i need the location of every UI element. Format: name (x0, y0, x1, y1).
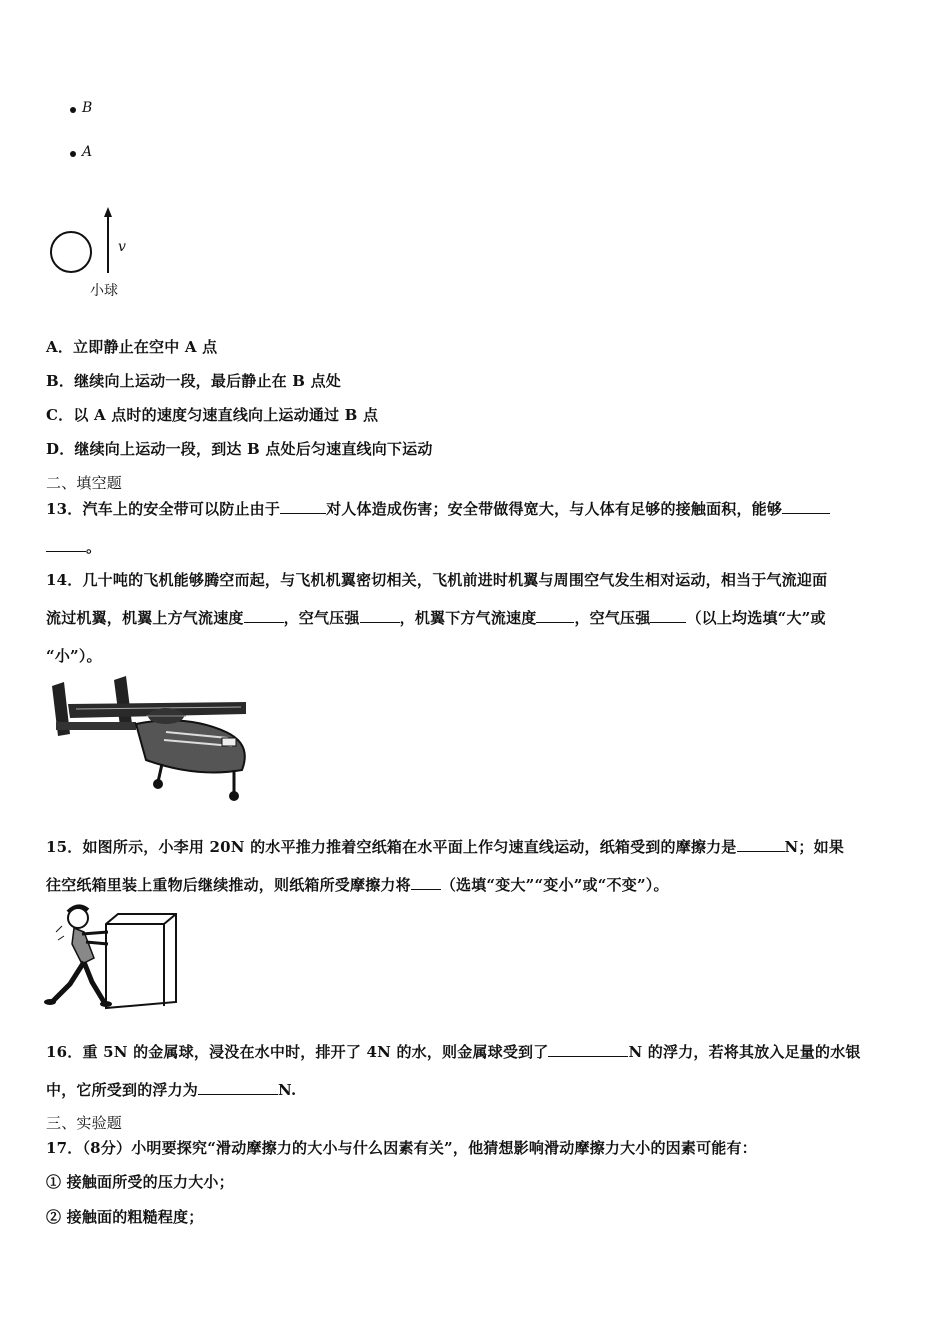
option-a: A．立即静止在空中 A 点 (46, 338, 218, 356)
q15-l1b: N；如果 (784, 838, 845, 856)
q15-l2b: （选填“变大”“变小”或“不变”）。 (440, 876, 669, 894)
question-17-item1: ① 接触面所受的压力大小； (46, 1173, 234, 1191)
question-15-line1 (46, 836, 844, 857)
velocity-label: v (118, 239, 126, 255)
q14-blank-3 (536, 621, 574, 623)
option-d: D．继续向上运动一段，到达 B 点处后匀速直线向下运动 (46, 440, 433, 458)
q14-blank-4 (650, 621, 686, 623)
option-c: C．以 A 点时的速度匀速直线向上运动通过 B 点 (46, 406, 379, 424)
section-experiment-title: 三、实验题 (46, 1114, 123, 1132)
q15-l2a: 往空纸箱里装上重物后继续推动，则纸箱所受摩擦力将 (46, 876, 411, 894)
question-16-line1 (46, 1041, 861, 1062)
question-17-item2: ② 接触面的粗糙程度； (46, 1208, 204, 1226)
q16-l2b: N. (278, 1081, 297, 1099)
question-16-line2 (46, 1079, 296, 1100)
question-14-line2 (46, 607, 826, 628)
ball-caption: 小球 (90, 283, 118, 299)
section-fill-in-title: 二、填空题 (46, 474, 123, 492)
q16-l1a: 16．重 5N 的金属球，浸没在水中时，排开了 4N 的水，则金属球受到了 (46, 1043, 549, 1061)
q13-part2: 对人体造成伤害；安全带做得宽大，与人体有足够的接触面积，能够 (326, 500, 783, 518)
q13-part1: 13．汽车上的安全带可以防止由于 (46, 500, 281, 518)
q15-blank-1 (737, 850, 785, 852)
q13-blank-2-cont (46, 550, 86, 552)
airplane-illustration (46, 674, 256, 806)
q14-l2d: ，空气压强 (574, 609, 651, 627)
point-b-dot (70, 107, 76, 113)
q13-blank-2 (782, 512, 830, 514)
q16-l1b: N 的浮力，若将其放入足量的水银 (628, 1043, 861, 1061)
q14-blank-1 (244, 621, 284, 623)
q14-l2b: ，空气压强 (283, 609, 360, 627)
q16-l2a: 中，它所受到的浮力为 (46, 1081, 199, 1099)
option-b: B．继续向上运动一段，最后静止在 B 点处 (46, 372, 342, 390)
velocity-arrow-head (104, 207, 112, 217)
point-a-dot (70, 151, 76, 157)
q15-blank-2 (411, 888, 441, 890)
point-b-label: B (82, 100, 93, 116)
question-14-line1: 14．几十吨的飞机能够腾空而起，与飞机机翼密切相关，飞机前进时机翼与周围空气发生相对运动，相当于气流迎面 (46, 571, 828, 589)
question-15-line2 (46, 874, 669, 895)
question-13-line1 (46, 498, 830, 519)
q13-blank-1 (280, 512, 326, 514)
q14-l2e: （以上均选填“大”或 (686, 609, 826, 627)
q14-l2a: 流过机翼，机翼上方气流速度 (46, 609, 244, 627)
q16-blank-1 (548, 1055, 628, 1057)
question-14-line3: “小”）。 (46, 647, 102, 665)
question-17-intro: 17．（8分）小明要探究“滑动摩擦力的大小与什么因素有关”，他猜想影响滑动摩擦力大小的因素可能有： (46, 1139, 757, 1157)
question-13-line2 (46, 536, 101, 557)
q13-end: 。 (86, 538, 102, 556)
q16-blank-2 (198, 1093, 278, 1095)
q14-l2c: ，机翼下方气流速度 (399, 609, 537, 627)
point-a-label: A (82, 144, 93, 160)
ball-circle (51, 232, 91, 272)
q15-l1a: 15．如图所示，小李用 20N 的水平推力推着空纸箱在水平面上作匀速直线运动，纸箱受到的摩擦力是 (46, 838, 737, 856)
person-pushing-box-illustration (44, 902, 180, 1014)
q14-blank-2 (360, 621, 400, 623)
